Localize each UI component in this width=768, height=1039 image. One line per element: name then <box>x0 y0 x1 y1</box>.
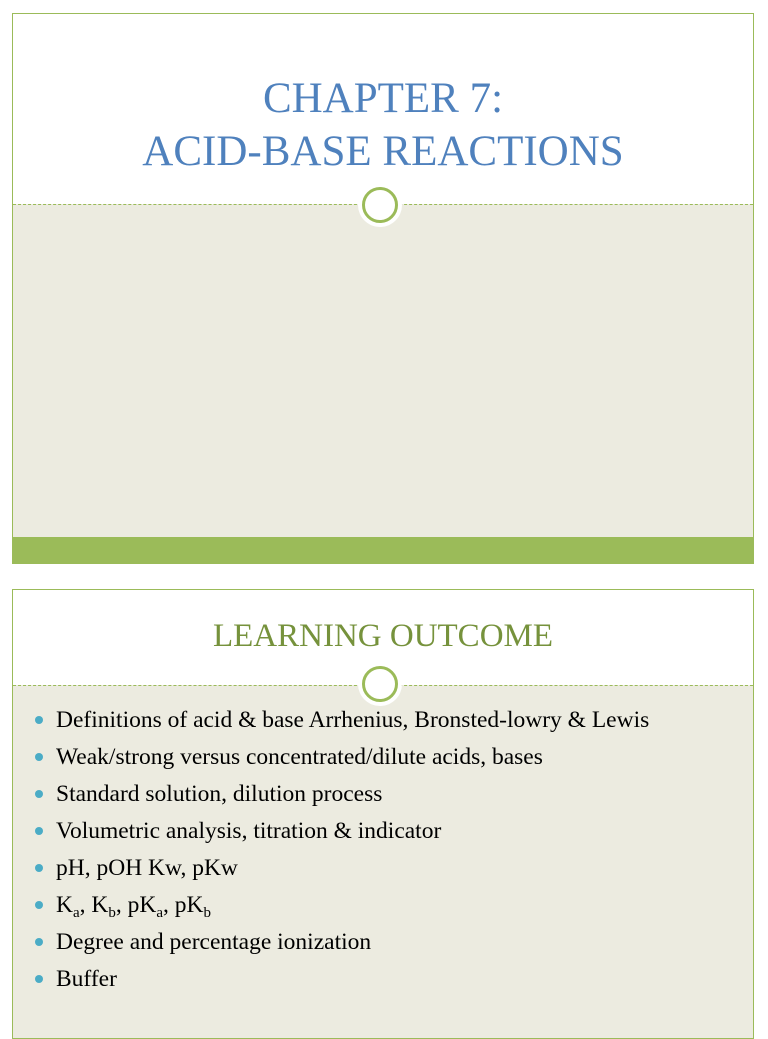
list-item <box>33 853 733 883</box>
bullet-icon <box>35 938 43 946</box>
learning-outcome-slide <box>12 589 754 1039</box>
bullet-icon <box>35 901 43 909</box>
list-item <box>33 890 733 920</box>
bullet-icon <box>35 975 43 983</box>
outcome-text: Degree and percentage ionization <box>56 929 372 955</box>
title-slide <box>12 13 754 564</box>
bullet-icon <box>35 716 43 724</box>
outcome-text: Definitions of acid & base Arrhenius, Bronsted-lowry & Lewis <box>56 707 650 733</box>
outcome-text-constants: $K_a$, $K_b$, $pK_a$, $pK_b$ <box>56 892 212 921</box>
bullet-icon <box>35 790 43 798</box>
section-title: LEARNING OUTCOME <box>212 618 554 654</box>
chapter-title-line-1: CHAPTER 7: <box>262 75 504 122</box>
outcome-text: Weak/strong versus concentrated/dilute acids, bases <box>56 744 543 770</box>
bullet-icon <box>35 827 43 835</box>
title-slide-header <box>13 14 753 204</box>
list-item <box>33 927 733 957</box>
chapter-title-line-2: ACID-BASE REACTIONS <box>142 128 624 175</box>
list-item <box>33 779 733 809</box>
list-item <box>33 742 733 772</box>
list-item <box>33 705 733 735</box>
outcome-text: Standard solution, dilution process <box>56 781 383 807</box>
outcome-text: Volumetric analysis, titration & indicator <box>56 818 442 844</box>
circle-ornament-icon <box>362 666 398 702</box>
chapter-title <box>13 72 753 178</box>
outcome-list <box>33 705 733 1001</box>
list-item <box>33 964 733 994</box>
bullet-icon <box>35 753 43 761</box>
footer-bar <box>13 537 753 563</box>
bullet-icon <box>35 864 43 872</box>
circle-ornament-icon <box>362 187 398 223</box>
list-item <box>33 816 733 846</box>
outcome-text: Buffer <box>56 966 117 992</box>
outcome-text: pH, pOH Kw, pKw <box>56 855 238 881</box>
